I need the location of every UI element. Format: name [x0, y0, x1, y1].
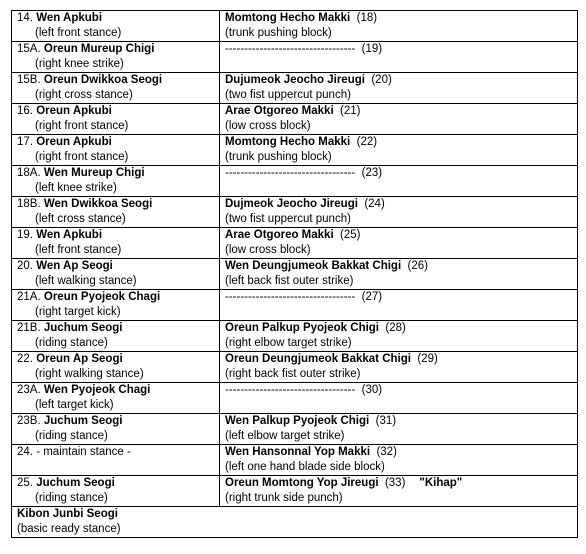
- movement-line: [225, 414, 577, 429]
- stance-line: [17, 135, 219, 150]
- stance-translation: (riding stance): [35, 429, 108, 442]
- movement-line: [225, 11, 577, 26]
- stance-name: Oreun Ap Seogi: [36, 353, 123, 365]
- movement-count: (30): [361, 384, 383, 396]
- movement-count: (23): [361, 167, 383, 179]
- stance-name: Oreun Mureup Chigi: [43, 43, 155, 55]
- stance-name: Juchum Seogi: [43, 322, 123, 334]
- table-row: [12, 166, 578, 197]
- stance-translation: (left walking stance): [35, 274, 137, 287]
- table-row: [12, 383, 578, 414]
- table-row: [12, 104, 578, 135]
- step-number: 23B.: [17, 415, 41, 427]
- table-row: [12, 135, 578, 166]
- stance-cell: [12, 352, 220, 383]
- stance-line: [17, 476, 219, 491]
- step-number: 23A.: [17, 384, 41, 396]
- movement-cell: [220, 352, 578, 383]
- stance-name: Wen Apkubi: [36, 229, 103, 241]
- movement-translation: (trunk pushing block): [225, 150, 332, 163]
- movement-count: (31): [375, 415, 397, 427]
- no-hand-technique-dashes: ----------------------------------: [225, 291, 356, 303]
- movement-name: Dujumeok Jeocho Jireugi: [225, 74, 365, 86]
- movement-translation: (two fist uppercut punch): [225, 212, 351, 225]
- movement-count: (28): [385, 322, 406, 334]
- movement-line: [225, 321, 577, 336]
- stance-translation: (right walking stance): [35, 367, 144, 380]
- movement-translation: (left one hand blade side block): [225, 460, 385, 473]
- table-row: [12, 73, 578, 104]
- ready-stance-cell: [12, 507, 578, 538]
- movement-count: (27): [361, 291, 383, 303]
- table-row: [12, 414, 578, 445]
- table-row: [12, 42, 578, 73]
- step-number: 19.: [17, 229, 33, 241]
- movement-line: [225, 352, 577, 367]
- movement-line: [225, 476, 577, 491]
- stance-translation: (riding stance): [35, 336, 108, 349]
- movement-translation: (right elbow target strike): [225, 336, 352, 349]
- movement-cell: [220, 73, 578, 104]
- movement-line: [225, 104, 577, 119]
- movement-line: [225, 166, 577, 181]
- movement-count: (24): [364, 198, 385, 210]
- no-hand-technique-dashes: ----------------------------------: [225, 384, 356, 396]
- stance-line: [17, 42, 219, 57]
- movement-name: Arae Otgoreo Makki: [225, 105, 334, 117]
- stance-cell: [12, 228, 220, 259]
- movement-cell: [220, 259, 578, 290]
- stance-translation: (right knee strike): [35, 57, 124, 70]
- movement-translation: (left elbow target strike): [225, 429, 345, 442]
- movement-cell: [220, 166, 578, 197]
- movement-translation: (trunk pushing block): [225, 26, 332, 39]
- table-row: [12, 445, 578, 476]
- stance-translation: (right front stance): [35, 119, 129, 132]
- movement-name: Oreun Palkup Pyojeok Chigi: [225, 322, 380, 334]
- movement-name: Dujmeok Jeocho Jireugi: [225, 198, 358, 210]
- stance-translation: (left cross stance): [35, 212, 126, 225]
- stance-name: Juchum Seogi: [43, 415, 123, 427]
- stance-line: [17, 73, 219, 88]
- kihap-label: "Kihap": [419, 477, 463, 489]
- movement-count: (19): [361, 43, 383, 55]
- stance-cell: [12, 135, 220, 166]
- step-number: 21A.: [17, 291, 41, 303]
- movement-count: (22): [356, 136, 378, 148]
- stance-cell: [12, 259, 220, 290]
- step-number: 20.: [17, 260, 33, 272]
- stance-cell: [12, 197, 220, 228]
- movement-name: Wen Palkup Pyojeok Chigi: [225, 415, 370, 427]
- step-number: 24.: [17, 446, 33, 458]
- movement-line: [225, 445, 577, 460]
- movement-count: (21): [340, 105, 361, 117]
- movement-cell: [220, 11, 578, 42]
- stance-cell: [12, 166, 220, 197]
- movement-count: (26): [407, 260, 428, 272]
- table-row: [12, 290, 578, 321]
- no-hand-technique-dashes: ----------------------------------: [225, 43, 356, 55]
- stance-line: [17, 290, 219, 305]
- stance-translation: (left knee strike): [35, 181, 117, 194]
- stance-line: [17, 383, 219, 398]
- step-number: 18B.: [17, 198, 41, 210]
- movement-count: (18): [356, 12, 378, 24]
- stance-translation: (right cross stance): [35, 88, 133, 101]
- table-row: [12, 352, 578, 383]
- stance-cell: [12, 42, 220, 73]
- stance-translation: (right front stance): [35, 150, 129, 163]
- step-number: 14.: [17, 12, 33, 24]
- movement-name: Momtong Hecho Makki: [225, 136, 351, 148]
- movement-line: [225, 73, 577, 88]
- movement-count: (33): [384, 477, 406, 489]
- step-number: 18A.: [17, 167, 41, 179]
- stance-name: Oreun Apkubi: [36, 136, 112, 148]
- stance-name: Oreun Apkubi: [36, 105, 112, 117]
- stance-translation: (left front stance): [35, 26, 122, 39]
- stance-cell: [12, 476, 220, 507]
- movement-cell: [220, 445, 578, 476]
- movement-cell: [220, 228, 578, 259]
- stance-cell: [12, 104, 220, 135]
- stance-cell: [12, 11, 220, 42]
- movement-translation: (low cross block): [225, 243, 311, 256]
- movement-count: (32): [376, 446, 397, 458]
- stance-name: Wen Ap Seogi: [36, 260, 113, 272]
- movement-cell: [220, 383, 578, 414]
- movement-line: [225, 197, 577, 212]
- movement-count: (29): [417, 353, 438, 365]
- movement-line: [225, 290, 577, 305]
- stance-name: Oreun Pyojeok Chagi: [43, 291, 161, 303]
- movement-name: Oreun Momtong Yop Jireugi: [225, 477, 379, 489]
- table-row: [12, 321, 578, 352]
- final-row: [12, 507, 578, 538]
- table-row: [12, 228, 578, 259]
- step-number: 15B.: [17, 74, 41, 86]
- movement-translation: (low cross block): [225, 119, 311, 132]
- stance-line: [17, 11, 219, 26]
- movement-name: Momtong Hecho Makki: [225, 12, 351, 24]
- movement-translation: (two fist uppercut punch): [225, 88, 351, 101]
- movement-cell: [220, 42, 578, 73]
- stance-cell: [12, 414, 220, 445]
- movement-translation: (right trunk side punch): [225, 491, 343, 504]
- ready-stance-name: Kibon Junbi Seogi: [17, 508, 118, 520]
- table-row: [12, 11, 578, 42]
- stance-cell: [12, 445, 220, 476]
- movement-line: [225, 228, 577, 243]
- stance-translation: (left target kick): [35, 398, 114, 411]
- movement-cell: [220, 414, 578, 445]
- stance-name: Wen Pyojeok Chagi: [43, 384, 151, 396]
- stance-translation: (left front stance): [35, 243, 122, 256]
- stance-line: [17, 321, 219, 336]
- movement-cell: [220, 197, 578, 228]
- stance-name: Wen Apkubi: [36, 12, 103, 24]
- step-number: 17.: [17, 136, 33, 148]
- form-movements-table: [11, 10, 578, 538]
- stance-translation: (right target kick): [35, 305, 121, 318]
- step-number: 16.: [17, 105, 33, 117]
- step-number: 25.: [17, 477, 33, 489]
- movement-cell: [220, 290, 578, 321]
- stance-note: - maintain stance -: [36, 446, 131, 458]
- stance-line: [17, 259, 219, 274]
- movement-count: (25): [340, 229, 361, 241]
- step-number: 21B.: [17, 322, 41, 334]
- step-number: 15A.: [17, 43, 41, 55]
- stance-cell: [12, 321, 220, 352]
- stance-name: Wen Dwikkoa Seogi: [43, 198, 153, 210]
- stance-line: [17, 104, 219, 119]
- stance-line: [17, 445, 219, 460]
- movement-cell: [220, 476, 578, 507]
- stance-cell: [12, 290, 220, 321]
- table-row: [12, 259, 578, 290]
- stance-line: [17, 228, 219, 243]
- movement-cell: [220, 135, 578, 166]
- step-number: 22.: [17, 353, 33, 365]
- movement-cell: [220, 104, 578, 135]
- stance-line: [17, 166, 219, 181]
- movement-name: Wen Deungjumeok Bakkat Chigi: [225, 260, 402, 272]
- stance-cell: [12, 383, 220, 414]
- movement-line: [225, 259, 577, 274]
- stance-translation: (riding stance): [35, 491, 108, 504]
- movement-name: Oreun Deungjumeok Bakkat Chigi: [225, 353, 411, 365]
- movement-name: Wen Hansonnal Yop Makki: [225, 446, 371, 458]
- ready-stance-translation: (basic ready stance): [17, 522, 121, 535]
- movement-translation: (right back fist outer strike): [225, 367, 361, 380]
- stance-cell: [12, 73, 220, 104]
- movement-line: [225, 42, 577, 57]
- movement-translation: (left back fist outer strike): [225, 274, 354, 287]
- movement-name: Arae Otgoreo Makki: [225, 229, 334, 241]
- movement-line: [225, 383, 577, 398]
- table-row: [12, 476, 578, 507]
- stance-name: Juchum Seogi: [36, 477, 115, 489]
- stance-line: [17, 352, 219, 367]
- stance-line: [17, 197, 219, 212]
- table-row: [12, 197, 578, 228]
- movement-cell: [220, 321, 578, 352]
- table-body: [12, 11, 578, 538]
- stance-line: [17, 414, 219, 429]
- stance-name: Oreun Dwikkoa Seogi: [43, 74, 163, 86]
- no-hand-technique-dashes: ----------------------------------: [225, 167, 356, 179]
- stance-name: Wen Mureup Chigi: [43, 167, 145, 179]
- movement-count: (20): [371, 74, 392, 86]
- movement-line: [225, 135, 577, 150]
